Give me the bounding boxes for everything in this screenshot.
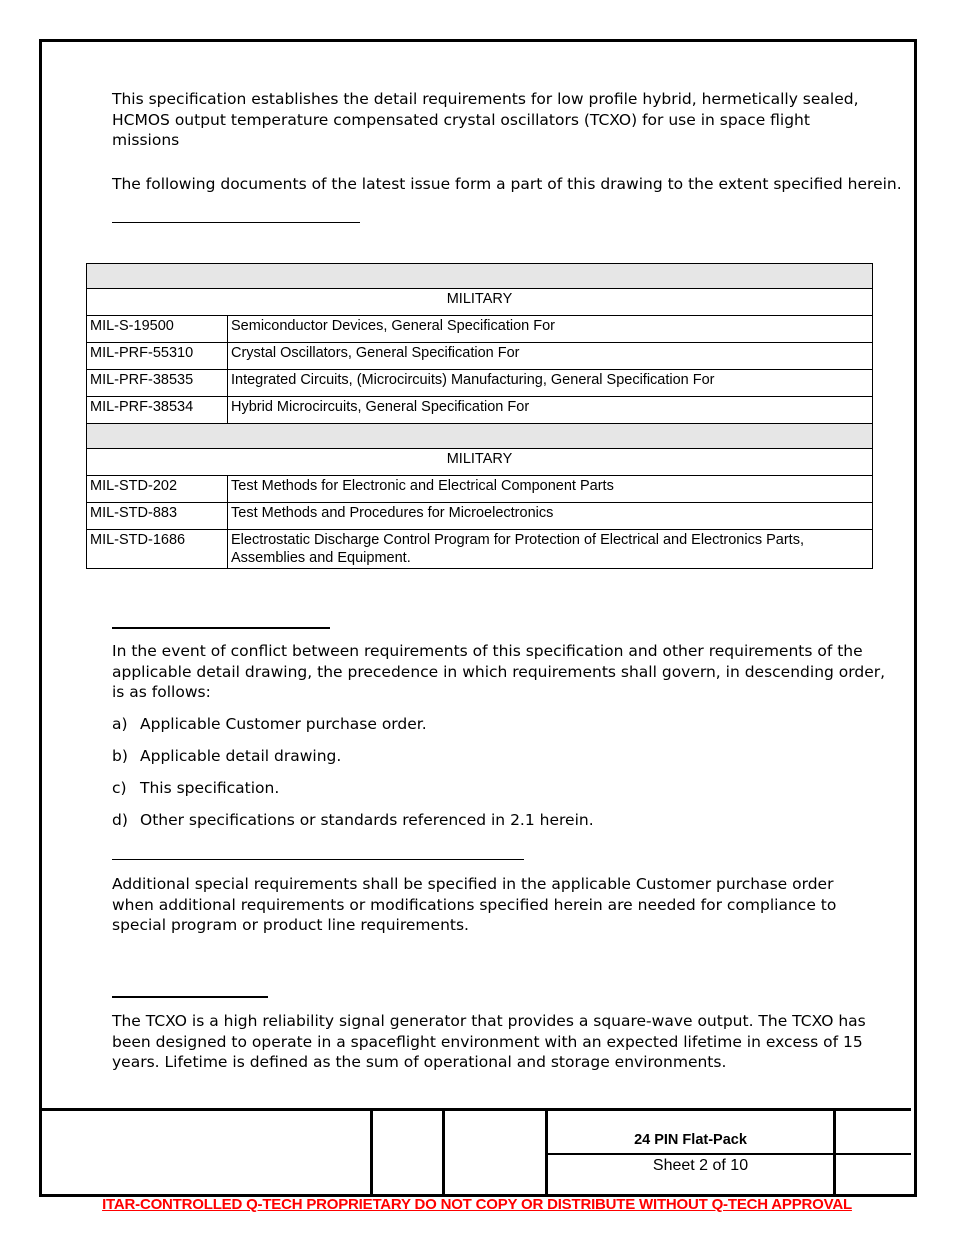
document-title: Integrated Circuits, (Microcircuits) Manufacturing, General Specification For: [228, 370, 873, 397]
list-item-text: Other specifications or standards referenced in 2.1 herein.: [140, 811, 594, 829]
reference-documents-table: [86, 263, 873, 569]
section-heading-rule: [112, 859, 524, 860]
itar-notice: ITAR-CONTROLLED Q-TECH PROPRIETARY DO NOT COPY OR DISTRIBUTE WITHOUT Q-TECH APPROVAL: [102, 1196, 852, 1213]
specifications-group-label: MILITARY: [87, 289, 873, 316]
document-code: MIL-STD-202: [87, 476, 228, 503]
table-row: [87, 476, 873, 503]
specifications-header-row: [87, 264, 873, 289]
table-row: [87, 503, 873, 530]
standards-group-label: MILITARY: [87, 449, 873, 476]
specifications-group-row: [87, 289, 873, 316]
document-title: Hybrid Microcircuits, General Specification For: [228, 397, 873, 424]
title-block: [39, 1108, 911, 1194]
table-row: [87, 530, 873, 569]
documents-intro: The following documents of the latest issue form a part of this drawing to the extent specified herein.: [112, 175, 902, 193]
title-block-divider: [442, 1111, 445, 1194]
special-requirements-paragraph: Additional special requirements shall be specified in the applicable Customer purchase order when additional requirements or modifications specified herein are needed for compliance to special program or product line requirements.: [112, 875, 837, 934]
list-item: [112, 810, 594, 830]
section-heading-rule: [112, 627, 330, 629]
list-item-text: This specification.: [140, 779, 280, 797]
list-item: [112, 714, 427, 734]
title-block-divider: [548, 1153, 911, 1155]
list-marker: c): [112, 779, 127, 797]
section-heading-rule: [112, 222, 360, 223]
table-row: [87, 343, 873, 370]
list-item: [112, 778, 279, 798]
section-heading-rule: [112, 996, 268, 998]
document-code: MIL-S-19500: [87, 316, 228, 343]
table-row: [87, 316, 873, 343]
document-code: MIL-PRF-38535: [87, 370, 228, 397]
table-row: [87, 370, 873, 397]
precedence-paragraph: In the event of conflict between requirements of this specification and other requirements of the applicable detail drawing, the precedence in which requirements shall govern, in descending order, is as follows:: [112, 642, 886, 701]
list-marker: b): [112, 747, 128, 765]
document-title: Semiconductor Devices, General Specification For: [228, 316, 873, 343]
document-code: MIL-STD-883: [87, 503, 228, 530]
list-item: [112, 746, 341, 766]
document-code: MIL-STD-1686: [87, 530, 228, 569]
description-paragraph: The TCXO is a high reliability signal generator that provides a square-wave output. The TCXO has been designed to operate in a spaceflight environment with an expected lifetime in excess of 15 years. Lifetime is defined as the sum of operational and storage environments.: [112, 1012, 866, 1071]
list-marker: d): [112, 811, 128, 829]
package-type-label: 24 PIN Flat-Pack: [634, 1132, 747, 1148]
scope-paragraph: This specification establishes the detail requirements for low profile hybrid, hermetically sealed, HCMOS output temperature compensated crystal oscillators (TCXO) for use in space flight missions: [112, 90, 859, 149]
document-title: Electrostatic Discharge Control Program for Protection of Electrical and Electronics Parts, Assemblies and Equipment.: [228, 530, 873, 569]
list-item-text: Applicable Customer purchase order.: [140, 715, 427, 733]
document-title: Crystal Oscillators, General Specification For: [228, 343, 873, 370]
standards-group-row: [87, 449, 873, 476]
document-title: Test Methods for Electronic and Electrical Component Parts: [228, 476, 873, 503]
precedence-list: [112, 714, 872, 834]
document-code: MIL-PRF-55310: [87, 343, 228, 370]
sheet-number: Sheet 2 of 10: [652, 1157, 749, 1174]
title-block-divider: [370, 1111, 373, 1194]
list-marker: a): [112, 715, 128, 733]
standards-header-row: [87, 424, 873, 449]
document-title: Test Methods and Procedures for Microelectronics: [228, 503, 873, 530]
table-row: [87, 397, 873, 424]
document-code: MIL-PRF-38534: [87, 397, 228, 424]
list-item-text: Applicable detail drawing.: [140, 747, 342, 765]
